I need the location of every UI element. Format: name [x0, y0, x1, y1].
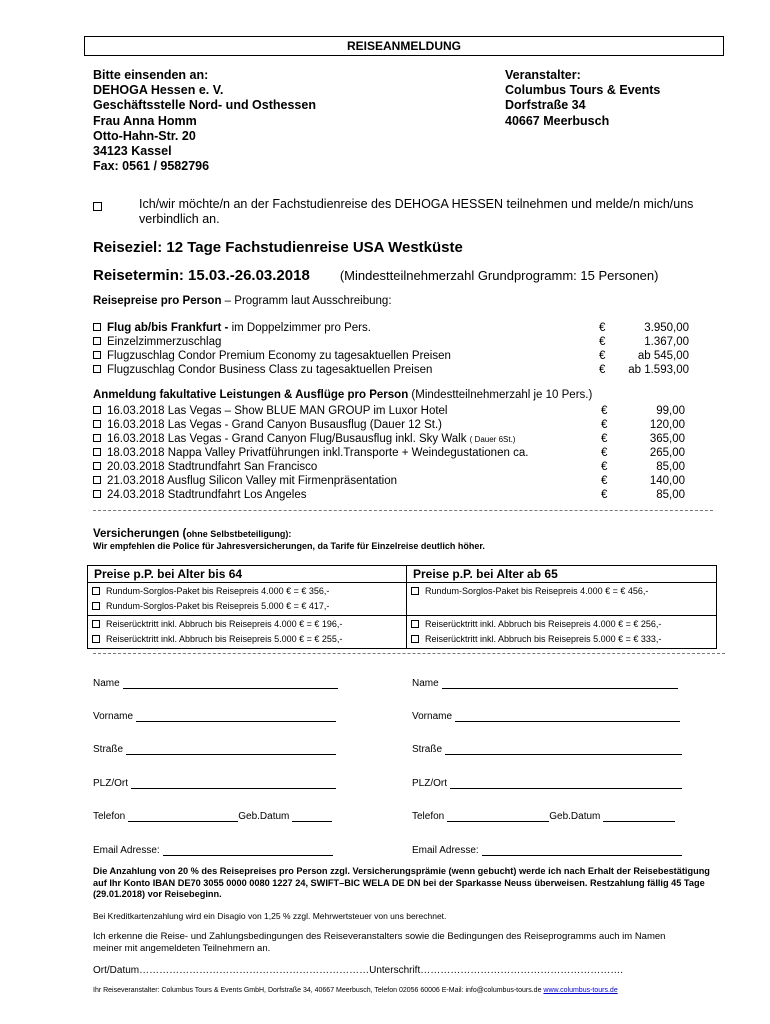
price-row	[93, 321, 693, 335]
excursion-row	[93, 488, 693, 502]
price-row-label: Flugzuschlag Condor Premium Economy zu tagesaktuellen Preisen	[107, 350, 451, 362]
price-row-label: Flugzuschlag Condor Business Class zu tagesaktuellen Preisen	[107, 364, 433, 376]
currency-symbol: €	[601, 475, 608, 487]
insurance-checkbox[interactable]	[92, 635, 100, 643]
insurance-option-label: Reiserücktritt inkl. Abbruch bis Reisepreis 5.000 € = € 255,-	[106, 634, 343, 644]
field-label: Geb.Datum	[549, 811, 601, 822]
insurance-option[interactable]	[92, 617, 402, 632]
field-label: Vorname	[412, 711, 453, 722]
divider	[93, 653, 725, 654]
currency-symbol: €	[601, 433, 608, 445]
excursion-label: 21.03.2018 Ausflug Silicon Valley mit Firmenpräsentation	[107, 475, 398, 487]
currency-symbol: €	[601, 419, 608, 431]
currency-symbol: €	[599, 350, 606, 362]
excursion-amount: 99,00	[656, 405, 685, 417]
reisepreis-bold: Reisepreise pro Person	[93, 295, 222, 307]
excursion-row	[93, 474, 693, 488]
signature-line[interactable]: Ort/Datum……………………………………………………………Unterschrift…………………………………………………….	[93, 965, 624, 976]
excursion-label: 16.03.2018 Las Vegas - Grand Canyon Flug/Busausflug inkl. Sky Walk	[107, 433, 470, 445]
excursion-amount: 120,00	[649, 419, 685, 431]
organizer-address	[505, 68, 660, 129]
excursion-amount: 265,00	[649, 447, 685, 459]
field-label: Telefon	[412, 811, 445, 822]
insurance-option[interactable]	[92, 632, 402, 647]
strasse-field-1[interactable]	[93, 744, 336, 755]
address-line: Dorfstraße 34	[505, 98, 586, 113]
footer-text: Ihr Reiseveranstalter: Columbus Tours & Events GmbH, Dorfstraße 34, 40667 Meerbusch, Telefon 02056 60006 E-Mail: info@columbus-tours.de	[93, 987, 544, 994]
currency-symbol: €	[601, 489, 608, 501]
excursion-label: 18.03.2018 Nappa Valley Privatführungen inkl.Transporte + Weindegustationen ca.	[107, 447, 529, 459]
insurance-option-label: Rundum-Sorglos-Paket bis Reisepreis 4.000 € = € 456,-	[425, 586, 649, 596]
excursion-checkbox[interactable]	[93, 462, 101, 470]
field-label: PLZ/Ort	[93, 778, 129, 789]
reisepreis-rest: – Programm laut Ausschreibung:	[221, 295, 392, 307]
insurance-cell	[88, 583, 407, 616]
insurance-option-label: Reiserücktritt inkl. Abbruch bis Reisepreis 5.000 € = € 333,-	[425, 634, 662, 644]
field-label: Vorname	[93, 711, 134, 722]
field-label: Name	[93, 678, 120, 689]
insurance-title: Versicherungen (	[93, 528, 187, 540]
currency-symbol: €	[599, 322, 606, 334]
price-checkbox[interactable]	[93, 365, 101, 373]
price-row	[93, 335, 693, 349]
reisetermin-label: Reisetermin: 15.03.-26.03.2018	[93, 267, 310, 284]
fakultativ-rest: (Mindestteilnehmerzahl je 10 Pers.)	[408, 389, 593, 401]
field-label: Telefon	[93, 811, 126, 822]
excursion-row	[93, 432, 693, 446]
insurance-option-label: Reiserücktritt inkl. Abbruch bis Reisepreis 4.000 € = € 196,-	[106, 619, 343, 629]
form-title: REISEANMELDUNG	[84, 36, 724, 56]
excursion-label: 16.03.2018 Las Vegas – Show BLUE MAN GROUP im Luxor Hotel	[107, 405, 448, 417]
excursion-checkbox[interactable]	[93, 406, 101, 414]
excursion-label: 20.03.2018 Stadtrundfahrt San Francisco	[107, 461, 318, 473]
telefon-field-1[interactable]	[93, 811, 332, 822]
price-checkbox[interactable]	[93, 351, 101, 359]
insurance-option[interactable]	[411, 584, 712, 599]
excursion-amount: 140,00	[649, 475, 685, 487]
reisetermin-note: (Mindestteilnehmerzahl Grundprogramm: 15 Personen)	[339, 268, 659, 283]
price-row	[93, 363, 693, 377]
field-label: Email Adresse:	[412, 845, 479, 856]
excursion-checkbox[interactable]	[93, 448, 101, 456]
currency-symbol: €	[601, 405, 608, 417]
insurance-checkbox[interactable]	[411, 620, 419, 628]
excursion-row	[93, 418, 693, 432]
excursion-row	[93, 404, 693, 418]
insurance-cell	[88, 616, 407, 649]
insurance-option[interactable]	[92, 599, 402, 614]
price-amount: ab 1.593,00	[628, 364, 689, 376]
insurance-checkbox[interactable]	[92, 602, 100, 610]
insurance-cell	[407, 583, 717, 616]
field-label: PLZ/Ort	[412, 778, 448, 789]
currency-symbol: €	[601, 461, 608, 473]
vorname-field-1[interactable]	[93, 711, 336, 722]
excursion-checkbox[interactable]	[93, 434, 101, 442]
insurance-table	[87, 565, 717, 649]
excursion-label: 16.03.2018 Las Vegas - Grand Canyon Busausflug (Dauer 12 St.)	[107, 419, 442, 431]
fakultativ-bold: Anmeldung fakultative Leistungen & Ausflüge pro Person	[93, 389, 409, 401]
insurance-title-small: ohne Selbstbeteiligung):	[186, 529, 292, 539]
terms-text: Ich erkenne die Reise- und Zahlungsbedingungen des Reiseveranstalters sowie die Bedingungen des Reiseprogramms auch im Namen meiner mit angemeldeten Teilnehmern an.	[93, 931, 666, 954]
insurance-option-label: Rundum-Sorglos-Paket bis Reisepreis 5.000 € = € 417,-	[106, 601, 330, 611]
excursion-amount: 365,00	[649, 433, 685, 445]
price-row-label: im Doppelzimmer pro Pers.	[231, 322, 371, 334]
field-label: Straße	[93, 744, 124, 755]
insurance-checkbox[interactable]	[411, 635, 419, 643]
insurance-checkbox[interactable]	[92, 620, 100, 628]
strasse-field-2[interactable]	[412, 744, 682, 755]
name-field-1[interactable]	[93, 678, 338, 689]
address-line: Frau Anna Homm	[93, 113, 197, 128]
insurance-heading	[93, 528, 291, 540]
excursion-checkbox[interactable]	[93, 420, 101, 428]
credit-card-note: Bei Kreditkartenzahlung wird ein Disagio von 1,25 % zzgl. Mehrwertsteuer von uns berechnet.	[93, 911, 447, 921]
footer	[93, 987, 618, 994]
excursion-checkbox[interactable]	[93, 476, 101, 484]
insurance-option[interactable]	[411, 617, 712, 632]
reisepreis-heading	[93, 295, 392, 307]
address-line: DEHOGA Hessen e. V.	[93, 83, 224, 98]
price-row-label: Einzelzimmerzuschlag	[107, 336, 222, 348]
fakultativ-heading	[93, 389, 592, 401]
insurance-option-label: Reiserücktritt inkl. Abbruch bis Reisepreis 4.000 € = € 256,-	[425, 619, 662, 629]
insurance-checkbox[interactable]	[92, 587, 100, 595]
insurance-checkbox[interactable]	[411, 587, 419, 595]
insurance-head-under-65: Preise p.P. bei Alter bis 64	[88, 566, 407, 583]
insurance-option-label: Rundum-Sorglos-Paket bis Reisepreis 4.000 € = € 356,-	[106, 586, 330, 596]
insurance-option[interactable]	[92, 584, 402, 599]
field-label: Name	[412, 678, 439, 689]
address-line: Fax: 0561 / 9582796	[93, 159, 210, 174]
price-checkbox[interactable]	[93, 323, 101, 331]
price-row	[93, 349, 693, 363]
plz-field-1[interactable]	[93, 778, 336, 789]
excursion-amount: 85,00	[656, 461, 685, 473]
email-field-2[interactable]	[412, 845, 682, 856]
registration-checkbox[interactable]	[93, 202, 102, 211]
excursion-row	[93, 460, 693, 474]
reiseziel-heading: Reiseziel: 12 Tage Fachstudienreise USA Westküste	[93, 239, 463, 256]
address-line: Veranstalter:	[505, 68, 581, 82]
insurance-note: Wir empfehlen die Police für Jahresversicherungen, da Tarife für Einzelreise deutlich höher.	[93, 541, 485, 551]
excursion-duration: ( Dauer 6St.)	[469, 435, 516, 444]
reisetermin-heading	[93, 267, 658, 284]
plz-field-2[interactable]	[412, 778, 682, 789]
currency-symbol: €	[599, 336, 606, 348]
price-checkbox[interactable]	[93, 337, 101, 345]
address-line: Geschäftsstelle Nord- und Osthessen	[93, 98, 316, 113]
price-amount: 3.950,00	[644, 322, 689, 334]
price-row-bold: Flug ab/bis Frankfurt -	[107, 322, 232, 334]
telefon-field-2[interactable]	[412, 811, 675, 822]
name-field-2[interactable]	[412, 678, 678, 689]
send-to-address	[93, 68, 316, 174]
address-line: Columbus Tours & Events	[505, 83, 661, 98]
email-field-1[interactable]	[93, 845, 333, 856]
footer-website-link[interactable]: www.columbus-tours.de	[543, 987, 618, 994]
address-line: 34123 Kassel	[93, 144, 172, 159]
excursion-row	[93, 446, 693, 460]
excursion-label: 24.03.2018 Stadtrundfahrt Los Angeles	[107, 489, 307, 501]
vorname-field-2[interactable]	[412, 711, 680, 722]
insurance-cell	[407, 616, 717, 649]
address-line: Bitte einsenden an:	[93, 68, 209, 82]
price-amount: 1.367,00	[644, 336, 689, 348]
intro-text: Ich/wir möchte/n an der Fachstudienreise des DEHOGA HESSEN teilnehmen und melde/n mich/uns verbindlich an.	[139, 197, 694, 226]
field-label: Straße	[412, 744, 443, 755]
address-line: 40667 Meerbusch	[505, 113, 610, 128]
excursion-checkbox[interactable]	[93, 490, 101, 498]
excursion-amount: 85,00	[656, 489, 685, 501]
currency-symbol: €	[601, 447, 608, 459]
field-label: Geb.Datum	[238, 811, 290, 822]
payment-text: Die Anzahlung von 20 % des Reisepreises pro Person zzgl. Versicherungsprämie (wenn gebucht) werde ich nach Erhalt der Reisebestätigung auf Ihr Konto IBAN DE70 3055 0000 0080 1227 24, SWIFT–BIC WELA DE DN bei der Sparkasse Neuss überweisen. Restzahlung fällig 45 Tage (29.01.2018) vor Reisebeginn.	[93, 866, 710, 899]
field-label: Email Adresse:	[93, 845, 160, 856]
price-amount: ab 545,00	[637, 350, 689, 362]
insurance-head-over-65: Preise p.P. bei Alter ab 65	[407, 566, 717, 583]
divider	[93, 510, 713, 511]
address-line: Otto-Hahn-Str. 20	[93, 128, 196, 143]
insurance-option[interactable]	[411, 632, 712, 647]
currency-symbol: €	[599, 364, 606, 376]
